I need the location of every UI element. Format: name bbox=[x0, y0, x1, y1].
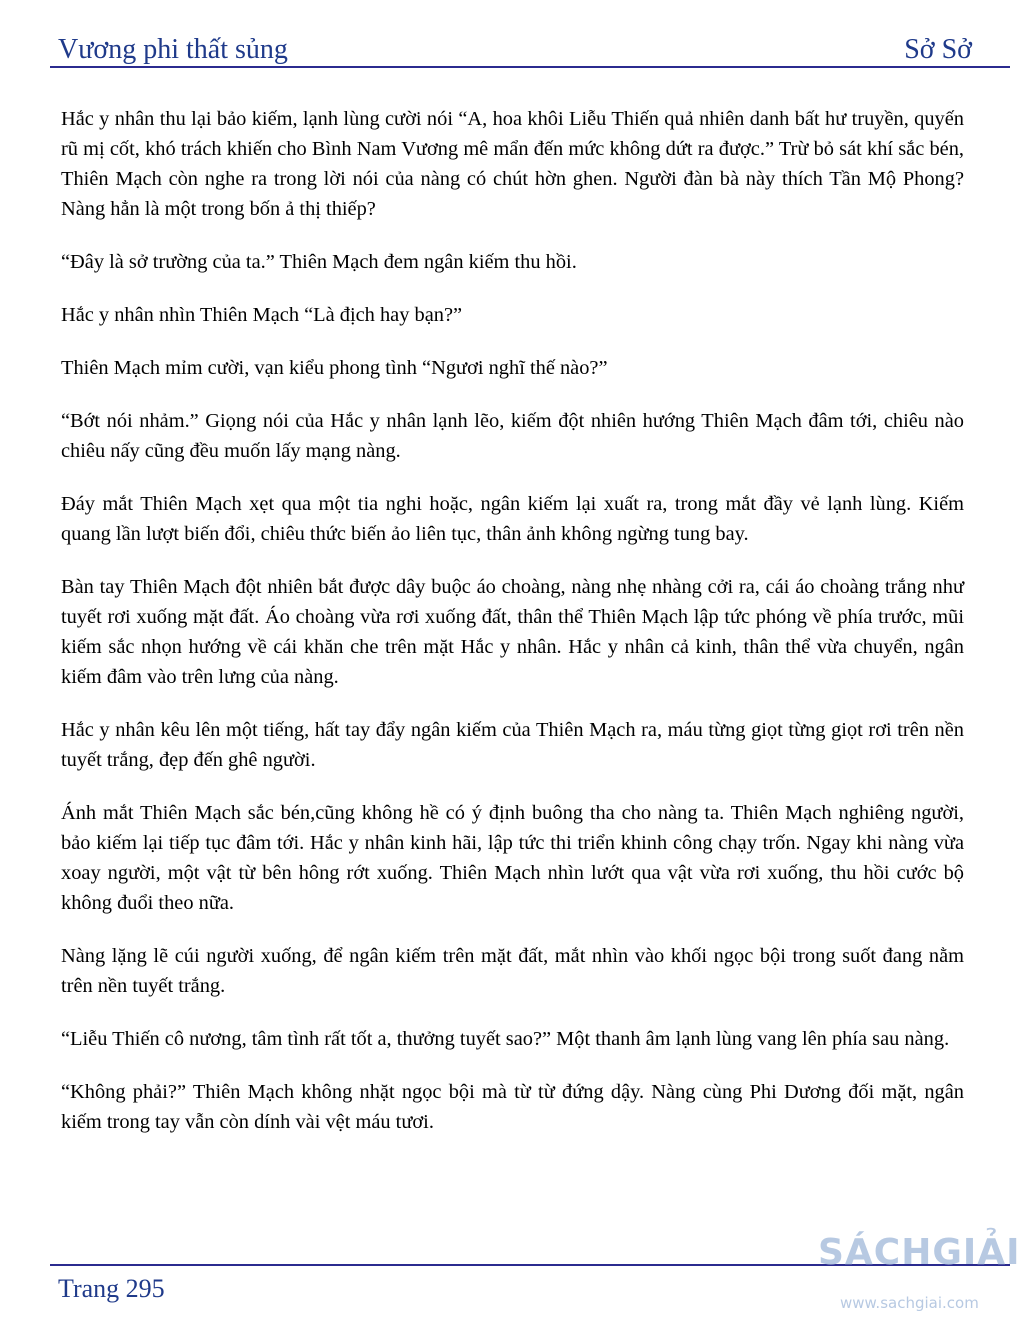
paragraph: Bàn tay Thiên Mạch đột nhiên bắt được dây buộc áo choàng, nàng nhẹ nhàng cởi ra, cái áo choàng trắng như tuyết rơi xuống mặt đất. Áo choàng vừa rơi xuống đất, thân thể Thiên Mạch lập tức phóng về phía trước, mũi kiếm sắc nhọn hướng về cái khăn che trên mặt Hắc y nhân. Hắc y nhân cả kinh, thân thể vừa chuyển, ngân kiếm đâm vào trên lưng của nàng. bbox=[61, 576, 964, 688]
paragraph: Thiên Mạch mỉm cười, vạn kiểu phong tình “Ngươi nghĩ thế nào?” bbox=[61, 357, 608, 379]
paragraph: Hắc y nhân kêu lên một tiếng, hất tay đẩy ngân kiếm của Thiên Mạch ra, máu từng giọt từng giọt rơi trên nền tuyết trắng, đẹp đến ghê người. bbox=[61, 719, 964, 771]
paragraph: “Đây là sở trường của ta.” Thiên Mạch đem ngân kiếm thu hồi. bbox=[61, 251, 577, 273]
watermark-logo bbox=[818, 1228, 1024, 1318]
page-number: Trang 295 bbox=[58, 1274, 165, 1303]
book-title: Vương phi thất sủng bbox=[58, 34, 288, 65]
paragraph: “Không phải?” Thiên Mạch không nhặt ngọc bội mà từ từ đứng dậy. Nàng cùng Phi Dương đối mặt, ngân kiếm trong tay vẫn còn dính vài vệt máu tươi. bbox=[61, 1081, 964, 1133]
page-header bbox=[58, 26, 972, 66]
body-text bbox=[61, 104, 964, 1160]
paragraph: “Liễu Thiến cô nương, tâm tình rất tốt a, thưởng tuyết sao?” Một thanh âm lạnh lùng vang lên phía sau nàng. bbox=[61, 1028, 950, 1050]
paragraph: Hắc y nhân thu lại bảo kiếm, lạnh lùng cười nói “A, hoa khôi Liễu Thiến quả nhiên danh bất hư truyền, quyến rũ mị cốt, khó trách khiến cho Bình Nam Vương mê mẩn đến mức không dứt ra được.” Trừ bỏ sát khí sắc bén, Thiên Mạch còn nghe ra trong lời nói của nàng có chút hờn ghen. Người đàn bà này thích Tần Mộ Phong? Nàng hẳn là một trong bốn ả thị thiếp? bbox=[61, 108, 964, 220]
header-divider bbox=[50, 66, 1010, 68]
author-name: Sở Sở bbox=[904, 34, 972, 65]
paragraph: Nàng lặng lẽ cúi người xuống, để ngân kiếm trên mặt đất, mắt nhìn vào khối ngọc bội trong suốt đang nằm trên nền tuyết trắng. bbox=[61, 945, 964, 997]
watermark-brand: SÁCHGIẢI bbox=[818, 1232, 1021, 1273]
paragraph: Ánh mắt Thiên Mạch sắc bén,cũng không hề có ý định buông tha cho nàng ta. Thiên Mạch nghiêng người, bảo kiếm lại tiếp tục đâm tới. Hắc y nhân kinh hãi, lập tức thi triển khinh công chạy trốn. Ngay khi nàng vừa xoay người, một vật từ bên hông rớt xuống. Thiên Mạch nhìn lướt qua vật vừa rơi xuống, thu hồi cước bộ không đuổi theo nữa. bbox=[61, 802, 964, 914]
paragraph: Đáy mắt Thiên Mạch xẹt qua một tia nghi hoặc, ngân kiếm lại xuất ra, trong mắt đầy vẻ lạnh lùng. Kiếm quang lần lượt biến đổi, chiêu thức biến ảo liên tục, thân ảnh không ngừng tung bay. bbox=[61, 493, 964, 545]
watermark-url: www.sachgiai.com bbox=[840, 1294, 979, 1312]
paragraph: “Bớt nói nhảm.” Giọng nói của Hắc y nhân lạnh lẽo, kiếm đột nhiên hướng Thiên Mạch đâm tới, chiêu nào chiêu nấy cũng đều muốn lấy mạng nàng. bbox=[61, 410, 964, 462]
paragraph: Hắc y nhân nhìn Thiên Mạch “Là địch hay bạn?” bbox=[61, 304, 463, 326]
